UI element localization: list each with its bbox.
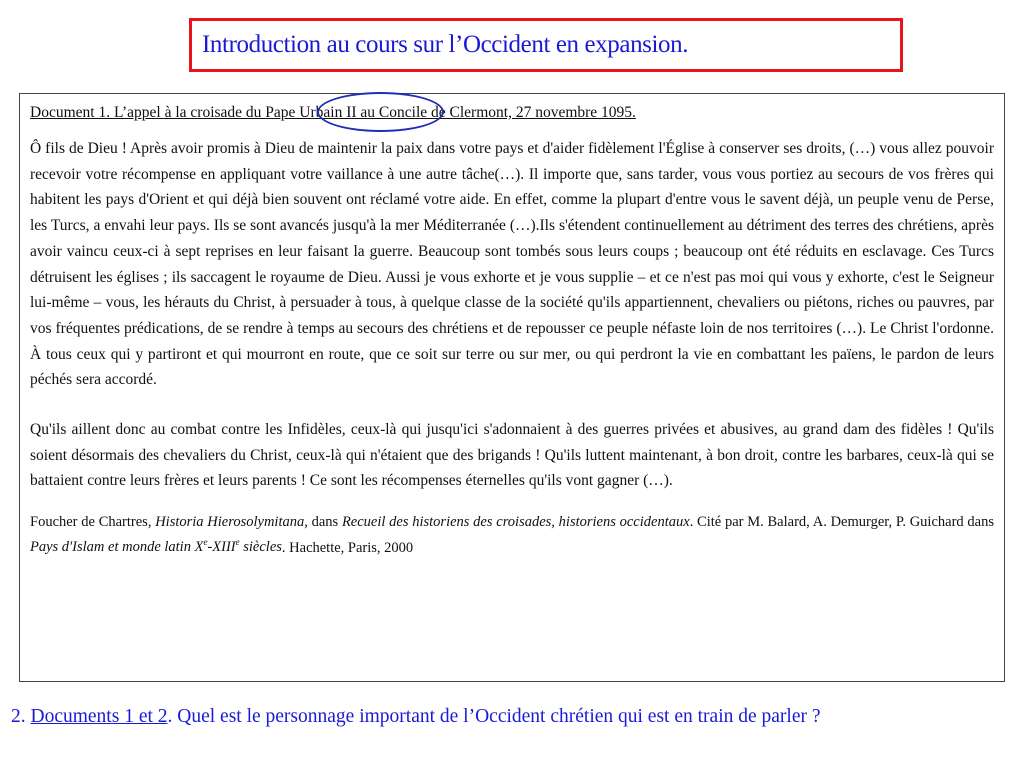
source-cite: . Cité par M. Balard, A. Demurger, P. Guichard dans	[689, 514, 994, 531]
source-sep: , dans	[304, 514, 342, 531]
question-text: . Quel est le personnage important de l’Occident chrétien qui est en train de parler ?	[167, 706, 821, 727]
source-author: Foucher de Chartres,	[30, 514, 156, 531]
documents-link[interactable]: Documents 1 et 2	[30, 706, 168, 727]
source-sup-2: e	[235, 537, 240, 548]
source-sup-1: e	[203, 537, 208, 548]
heading-part1: Document 1. L’appel à la croisade du	[30, 104, 266, 121]
document-box	[19, 93, 1005, 682]
source-work-2: Recueil des historiens des croisades, historiens occidentaux	[341, 514, 690, 531]
document-source	[30, 512, 994, 558]
heading-pope: Pape Urbain II	[265, 104, 357, 121]
source-dash: -XIII	[207, 539, 236, 556]
source-work-1: Historia Hierosolymitana	[155, 514, 305, 531]
document-paragraph-2: Qu'ils aillent donc au combat contre les Infidèles, ceux-là qui jusqu'ici s'adonnaient à des guerres privées et abusives, au grand dam des fidèles ! Qu'ils soient désormais des chevaliers du Christ, ceux-là qui n'étaient que des brigands ! Qu'ils luttent maintenant, à bon droit, contre les barbares, ceux-là qui se battaient contre leurs frères et leurs parents ! Ce sont les récompenses éternelles qu'ils vont gagner (…).	[30, 421, 994, 490]
title-box	[189, 18, 903, 72]
source-publisher: . Hachette, Paris, 2000	[281, 539, 414, 556]
heading-part2: au Concile de Clermont, 27 novembre 1095.	[356, 104, 636, 121]
document-paragraph-1: Ô fils de Dieu ! Après avoir promis à Dieu de maintenir la paix dans votre pays et d'aider fidèlement l'Église à conserver ses droits, (…) vous allez pouvoir recevoir votre récompense en appliquant votre vaillance à une autre tâche(…). Il importe que, sans tarder, vous vous portiez au secours de vos frères qui habitent les pays d'Orient et qui déjà bien souvent ont réclamé votre aide. En effet, comme la plupart d'entre vous le savent déjà, un peuple venu de Perse, les Turcs, a envahi leur pays. Ils se sont avancés jusqu'à la mer Méditerranée (…).Ils s'étendent continuellement au détriment des terres des chrétiens, après avoir vaincu ceux-ci à sept reprises en leur faisant la guerre. Beaucoup sont tombés sous leurs coups ; beaucoup ont été réduits en esclavage. Ces Turcs détruisent les églises ; ils saccagent le royaume de Dieu. Aussi je vous exhorte et je vous supplie – et ce n'est pas moi qui vous y exhorte, c'est le Seigneur lui-même – vous, les hérauts du Christ, à persuader à tous, à quelque classe de la société qu'ils appartiennent, chevaliers ou piétons, riches ou pauvres, par vos fréquentes prédications, de se rendre à temps au secours des chrétiens et de repousser ce peuple néfaste loin de nos territoires (…). Le Christ l'ordonne. À tous ceux qui y partiront et qui mourront en route, que ce soit sur terre ou sur mer, ou qui perdront la vie en combattant les païens, le pardon de leurs péchés sera accordé.	[30, 140, 994, 389]
source-work-3-text: Pays d'Islam et monde latin X	[30, 539, 204, 556]
question-line	[11, 706, 1016, 728]
question-number: 2.	[11, 706, 31, 727]
document-heading	[30, 104, 994, 122]
source-siecles: siècles	[239, 539, 282, 556]
source-work-3	[30, 539, 282, 555]
slide-title: Introduction au cours sur l’Occident en expansion.	[202, 31, 689, 58]
